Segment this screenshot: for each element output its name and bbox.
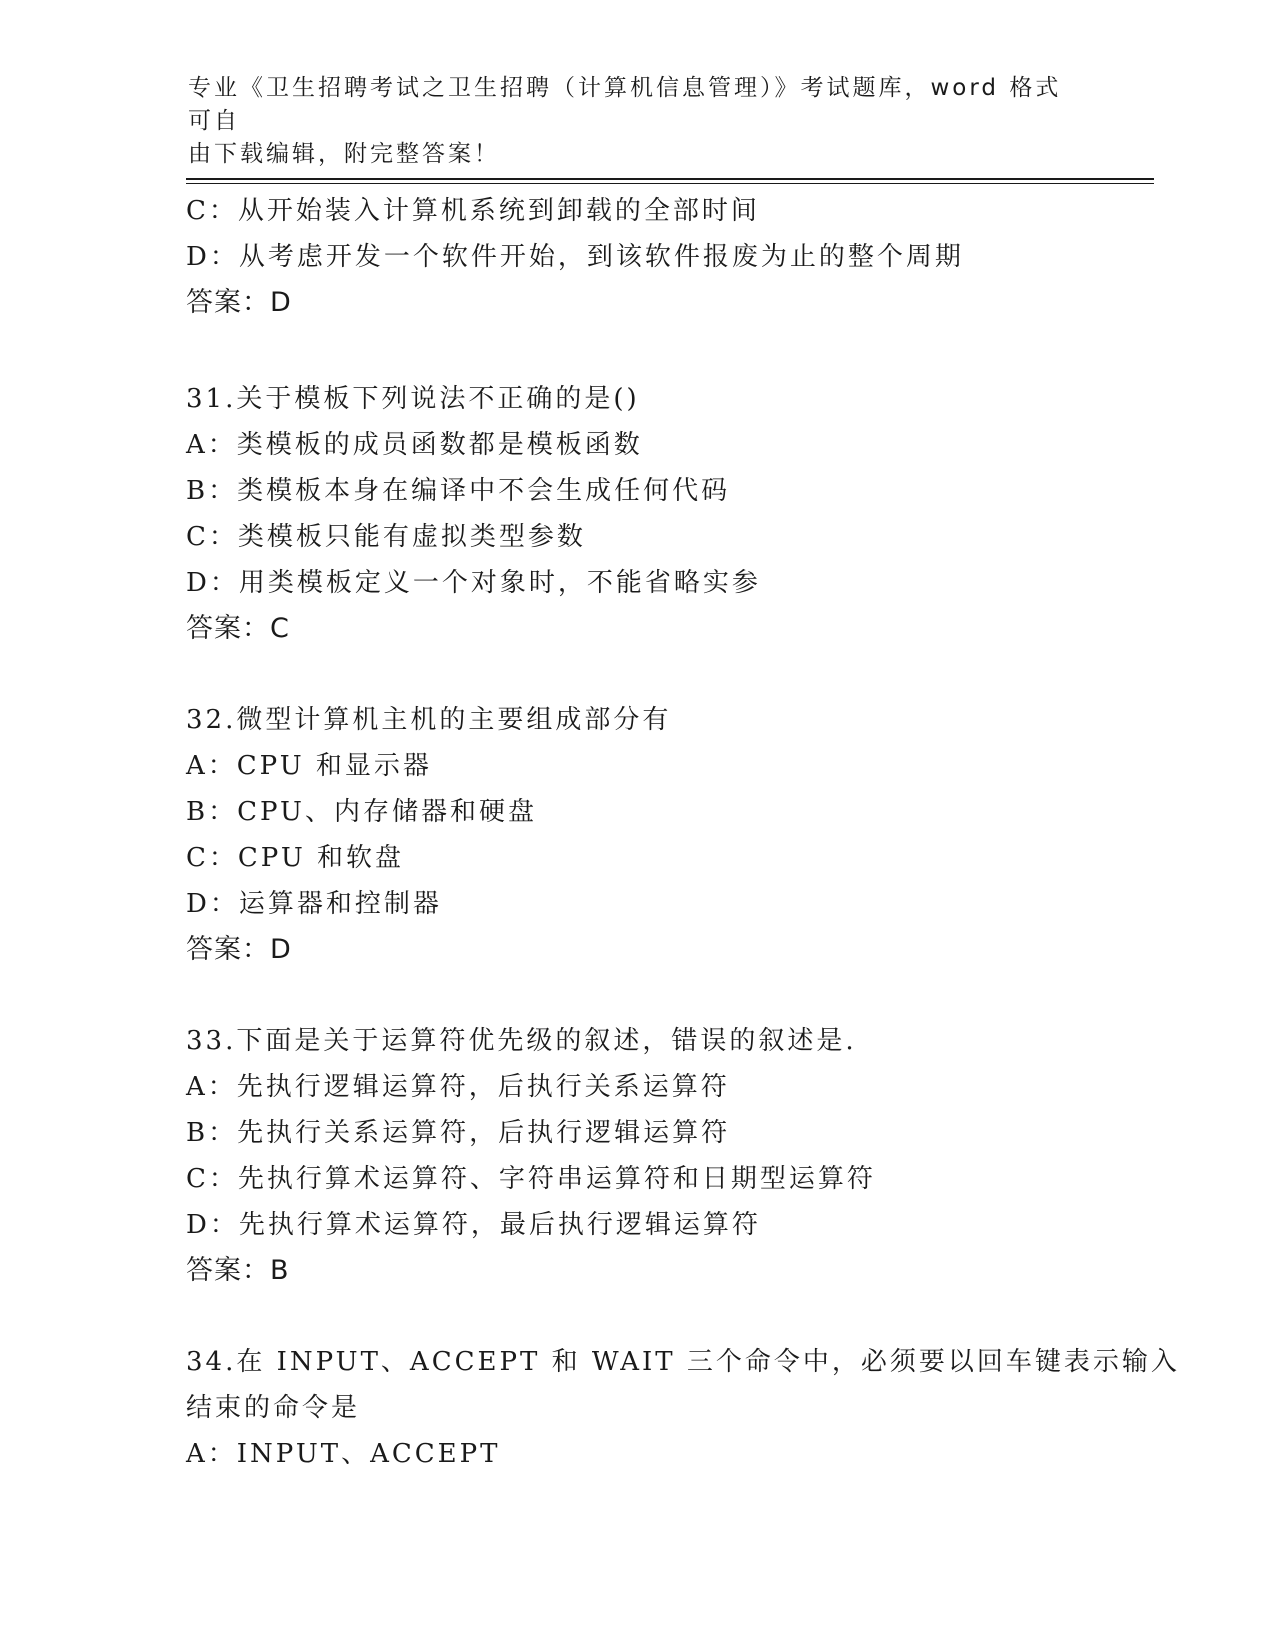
option-b: B：先执行关系运算符，后执行逻辑运算符: [186, 1118, 731, 1148]
question-33: [186, 1018, 1106, 1294]
document-header: [188, 72, 1078, 171]
option-c: C：从开始装入计算机系统到卸载的全部时间: [186, 196, 760, 226]
option-d: D：从考虑开发一个软件开始，到该软件报废为止的整个周期: [186, 242, 964, 272]
option-a: A：INPUT、ACCEPT: [186, 1439, 501, 1469]
question-stem: 32.微型计算机主机的主要组成部分有: [186, 705, 672, 735]
question-stem-line-1: 34.在 INPUT、ACCEPT 和 WAIT 三个命令中，必须要以回车键表示输入: [186, 1347, 1180, 1377]
header-line-2: 由下载编辑，附完整答案！: [188, 141, 500, 167]
header-divider-thick: [186, 178, 1154, 180]
answer-line: 答案：B: [186, 1255, 290, 1286]
question-body: [186, 188, 1180, 1477]
spacer: [186, 326, 1106, 376]
option-a: A：先执行逻辑运算符，后执行关系运算符: [186, 1072, 730, 1102]
question-31: [186, 376, 1106, 652]
option-a: A：CPU 和显示器: [186, 751, 432, 781]
spacer: [186, 652, 1106, 697]
header-line-1: 专业《卫生招聘考试之卫生招聘（计算机信息管理）》考试题库，word 格式可自: [188, 75, 1062, 134]
spacer: [186, 973, 1106, 1018]
question-stem: 33.下面是关于运算符优先级的叙述，错误的叙述是.: [186, 1026, 857, 1056]
option-d: D：用类模板定义一个对象时，不能省略实参: [186, 568, 761, 598]
option-b: B：类模板本身在编译中不会生成任何代码: [186, 476, 731, 506]
answer-line: 答案：D: [186, 287, 292, 318]
option-c: C：CPU 和软盘: [186, 843, 405, 873]
question-stem: 31.关于模板下列说法不正确的是(): [186, 384, 640, 414]
header-divider-thin: [186, 183, 1154, 184]
option-c: C：类模板只能有虚拟类型参数: [186, 522, 586, 552]
option-d: D：先执行算术运算符，最后执行逻辑运算符: [186, 1210, 761, 1240]
spacer: [186, 1294, 1106, 1339]
answer-line: 答案：D: [186, 934, 292, 965]
option-c: C：先执行算术运算符、字符串运算符和日期型运算符: [186, 1164, 876, 1194]
answer-line: 答案：C: [186, 613, 290, 644]
option-d: D：运算器和控制器: [186, 889, 442, 919]
option-b: B：CPU、内存储器和硬盘: [186, 797, 537, 827]
question-stem-line-2: 结束的命令是: [186, 1393, 361, 1423]
option-a: A：类模板的成员函数都是模板函数: [186, 430, 643, 460]
question-34: [186, 1339, 1180, 1477]
question-32: [186, 697, 1106, 973]
